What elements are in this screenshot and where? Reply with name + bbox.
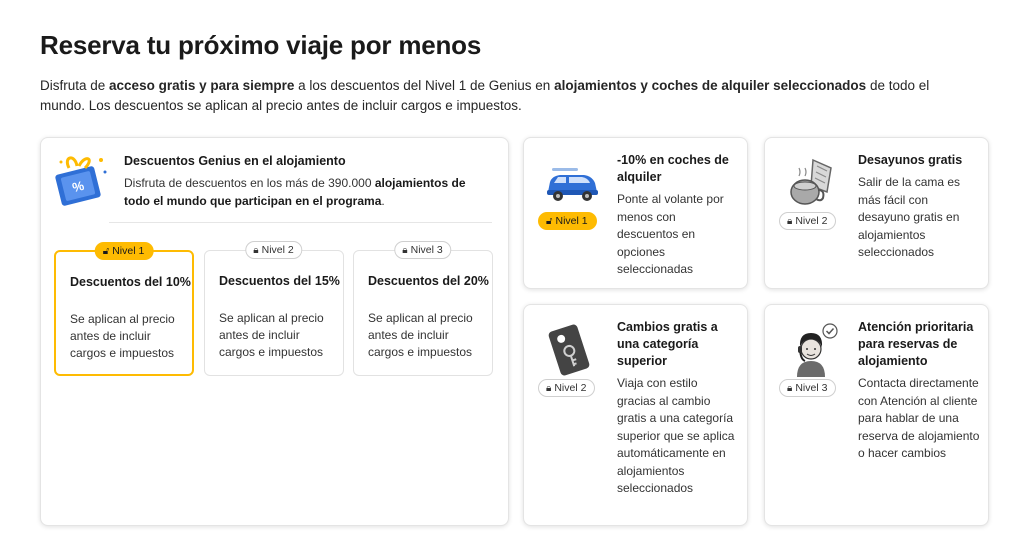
breakfast-icon [783,152,843,212]
benefit-card-car-rental [523,137,748,289]
unlocked-icon: 🔓︎ [546,216,553,227]
benefit-title: Atención prioritaria para reservas de alojamiento [858,320,974,368]
level-badge: 🔓︎ Nivel 1 [538,212,597,230]
benefit-desc: Salir de la cama es más fácil con desayuno gratis en alojamientos seleccionados [858,175,961,259]
benefit-card-breakfast [764,137,989,289]
tier-desc: Se aplican al precio antes de incluir cargos e impuestos [70,312,175,360]
lock-icon: 🔒︎ [546,383,552,394]
benefit-title: Desayunos gratis [858,153,963,167]
intro-text: Disfruta de acceso gratis y para siempre a los descuentos del Nivel 1 de Genius en alojamientos y coches de alquiler seleccionados de todo el mundo. Los descuentos se aplican al precio antes de incluir cargos e impuestos. [40,78,930,113]
accommodation-discounts-header [55,150,495,222]
benefit-desc: Viaja con estilo gracias al cambio gratis a una categoría superior que se aplica automáticamente en alojamientos seleccionados [617,376,735,495]
tier-card-nivel-3 [353,244,493,376]
lock-icon: 🔒︎ [253,245,259,256]
page-title: Reserva tu próximo viaje por menos [40,30,482,60]
level-badge: 🔒︎ Nivel 2 [538,379,595,397]
benefit-desc: Contacta directamente con Atención al cliente para hablar de una reserva de alojamiento o hacer cambios [858,376,980,460]
benefit-title: Cambios gratis a una categoría superior [617,320,718,368]
tier-desc: Se aplican al precio antes de incluir cargos e impuestos [219,311,324,359]
tier-title: Descuentos del 20% [368,274,489,288]
accommodation-discounts-heading: Descuentos Genius en el alojamiento [124,154,346,168]
room-key-icon [542,319,602,379]
level-badge: 🔒︎ Nivel 3 [394,241,451,259]
tier-card-nivel-2 [204,244,344,376]
lock-icon: 🔒︎ [787,216,793,227]
rental-car-icon [542,152,602,212]
lock-icon: 🔒︎ [787,383,793,394]
divider [109,222,492,223]
svg-text:%: % [70,177,86,196]
level-badge: 🔒︎ Nivel 2 [779,212,836,230]
benefit-card-room-upgrade [523,304,748,526]
unlocked-icon: 🔓︎ [102,246,110,257]
gift-percent-icon [55,150,111,210]
level-badge: 🔓︎ Nivel 1 [95,242,154,260]
tier-card-nivel-1 [54,245,194,376]
tier-desc: Se aplican al precio antes de incluir cargos e impuestos [368,311,473,359]
lock-icon: 🔒︎ [402,245,408,256]
benefit-desc: Ponte al volante por menos con descuentos en opciones seleccionadas [617,192,724,276]
customer-support-icon [783,319,843,379]
level-badge: 🔒︎ Nivel 3 [779,379,836,397]
benefit-card-priority-support [764,304,989,526]
accommodation-discounts-desc: Disfruta de descuentos en los más de 390.000 alojamientos de todo el mundo que participan en el programa. [124,176,466,208]
level-badge: 🔒︎ Nivel 2 [245,241,302,259]
tier-title: Descuentos del 10% [70,275,191,289]
accommodation-discounts-card [40,137,509,526]
tier-title: Descuentos del 15% [219,274,340,288]
benefit-title: -10% en coches de alquiler [617,153,729,184]
